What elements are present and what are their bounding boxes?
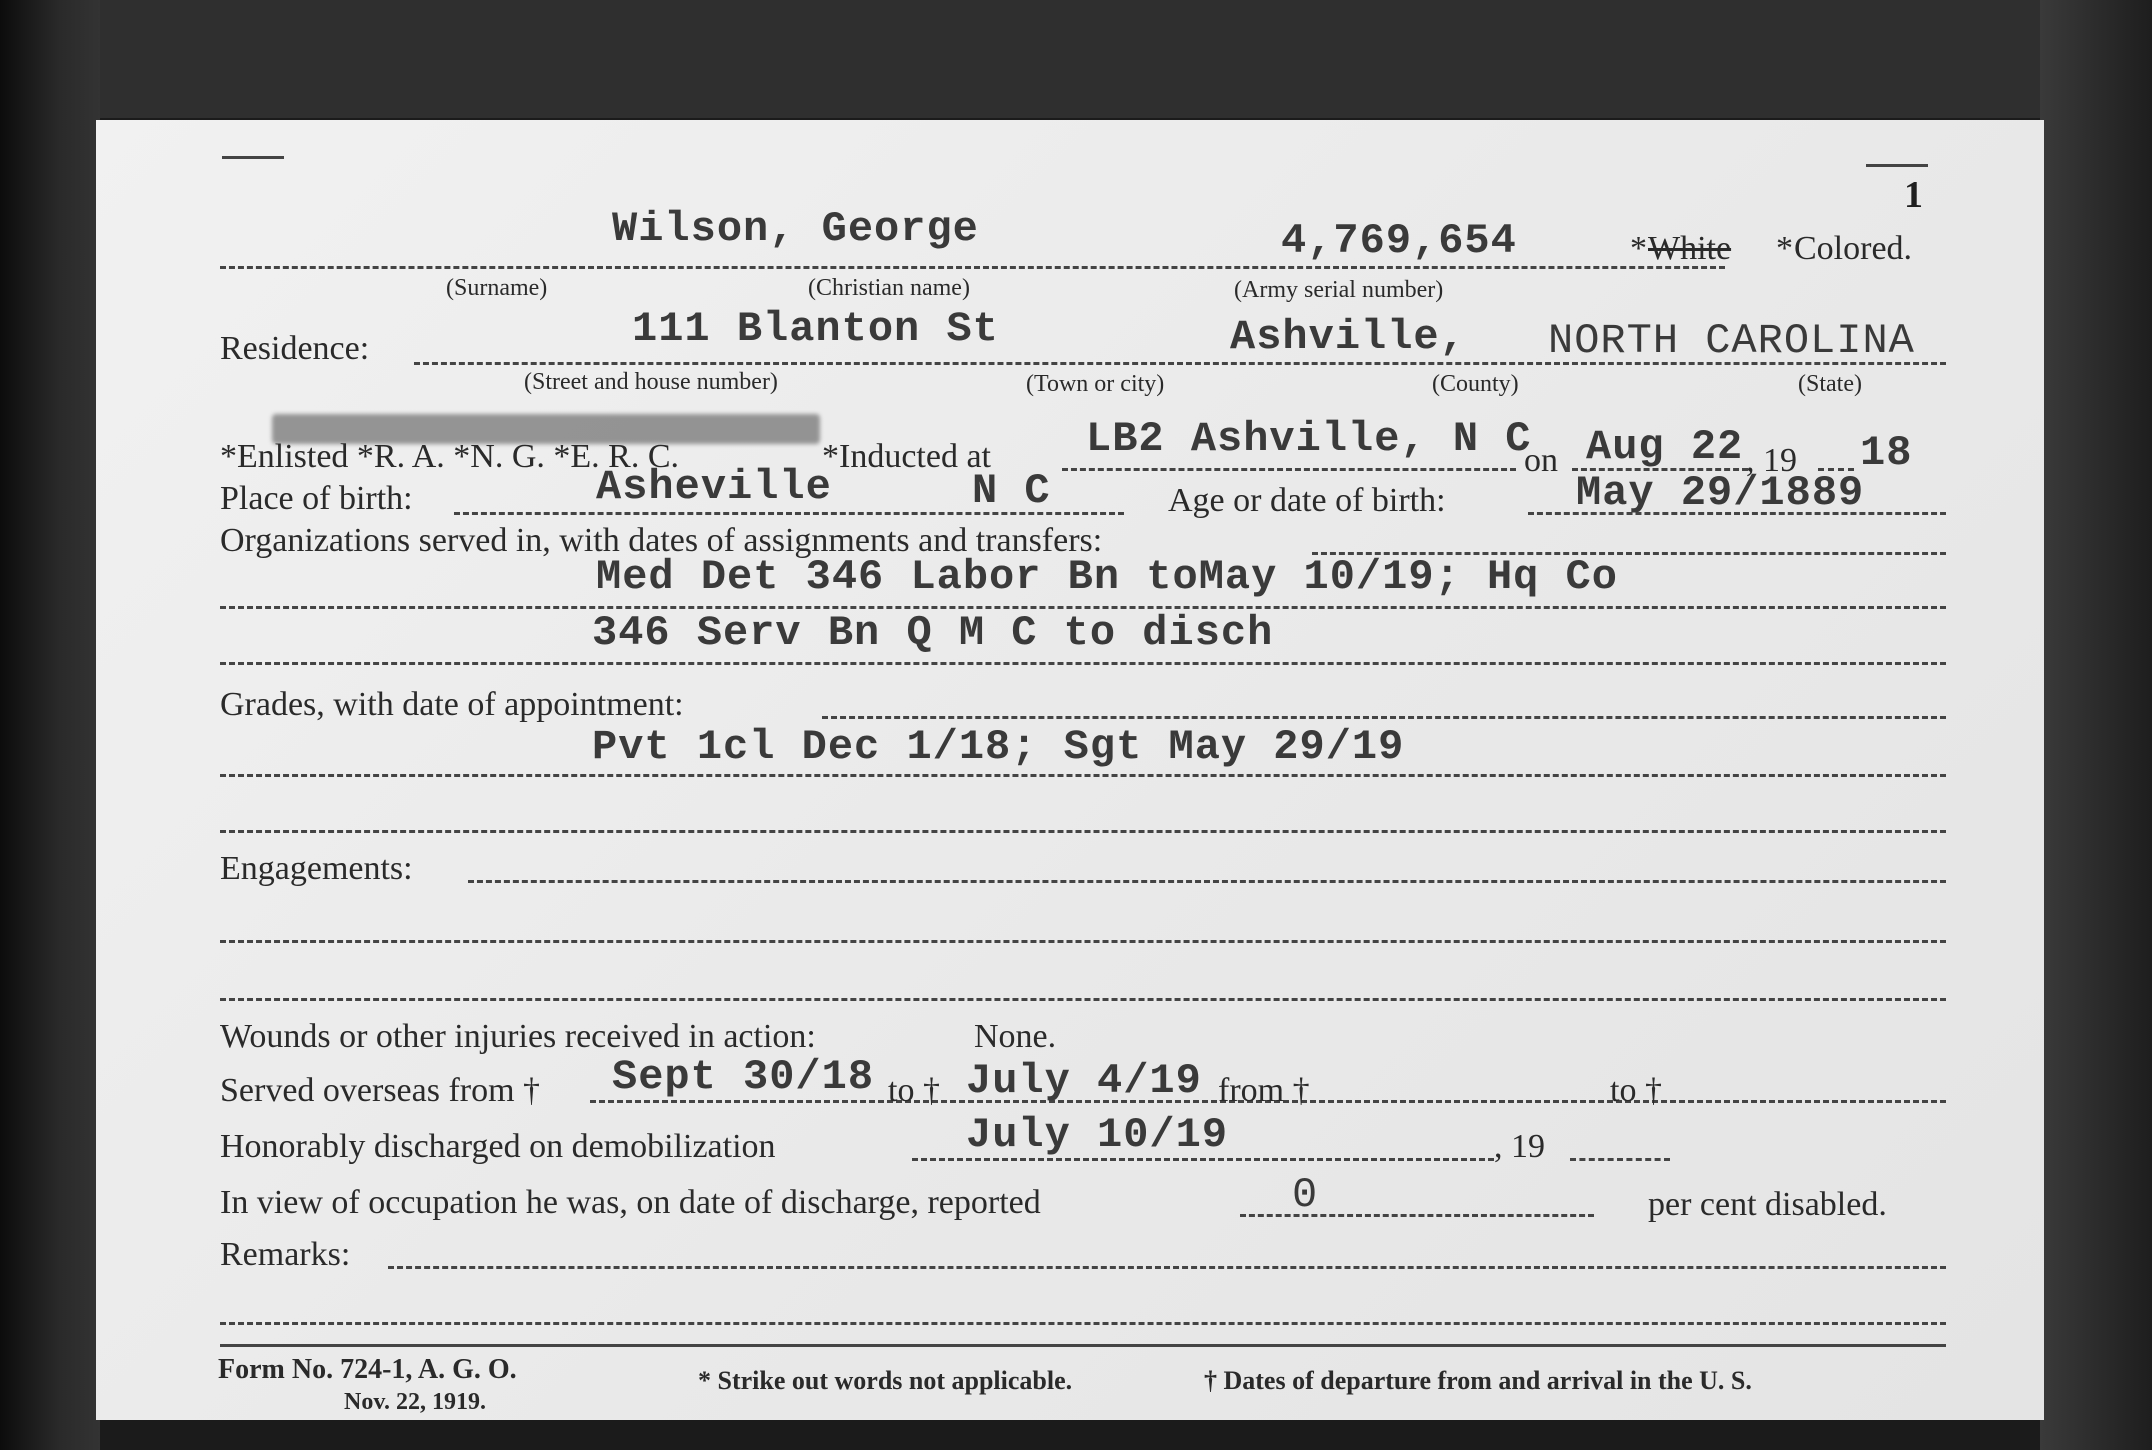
caption-serial: (Army serial number) <box>1234 277 1444 303</box>
army-serial-number: 4,769,654 <box>1281 217 1517 265</box>
overseas-label: Served overseas from † <box>220 1072 541 1109</box>
inducted-at: LB2 Ashville, N C <box>1086 415 1532 463</box>
race-colored: Colored. <box>1794 230 1913 267</box>
caption-county: (County) <box>1432 371 1519 397</box>
remarks-line-0 <box>388 1266 1946 1269</box>
organizations-label: Organizations served in, with dates of assignments and transfers: <box>220 522 1103 559</box>
place-of-birth-label: Place of birth: <box>220 480 413 517</box>
overseas-to2-label: to † <box>1610 1072 1662 1109</box>
disability-value: 0 <box>1292 1171 1319 1219</box>
organizations-line-2: 346 Serv Bn Q M C to disch <box>592 609 1274 657</box>
footer-rule <box>220 1344 1946 1347</box>
discharge-date: July 10/19 <box>966 1111 1229 1159</box>
induction-year: 18 <box>1860 429 1913 477</box>
residence-label: Residence: <box>220 330 370 367</box>
grades-line-1-text: Pvt 1cl Dec 1/18; Sgt May 29/19 <box>592 723 1405 771</box>
caption-state: (State) <box>1798 371 1862 397</box>
card-number: 1 <box>1904 174 1923 216</box>
wounds-label: Wounds or other injuries received in action: <box>220 1018 816 1055</box>
overseas-from-date: Sept 30/18 <box>612 1053 875 1101</box>
birth-state: N C <box>972 467 1051 515</box>
discharge-year-label: , 19 <box>1494 1128 1545 1165</box>
enlistment-options: *Enlisted *R. A. *N. G. *E. R. C. <box>220 438 680 475</box>
footnote-strike: * Strike out words not applicable. <box>698 1366 1073 1395</box>
scan-left-border <box>0 0 100 1450</box>
grades-line-2 <box>220 830 1946 833</box>
form-date: Nov. 22, 1919. <box>344 1389 487 1415</box>
discharge-year-line <box>1570 1158 1670 1161</box>
grades-line-1 <box>220 774 1946 777</box>
surname-christian-name: Wilson, George <box>612 205 979 253</box>
caption-town: (Town or city) <box>1026 371 1165 397</box>
discharge-label: Honorably discharged on demobilization <box>220 1128 776 1165</box>
overseas-from2-label: from † <box>1218 1072 1310 1109</box>
overseas-to-label: to † <box>888 1072 940 1109</box>
engagements-line-2 <box>220 998 1946 1001</box>
residence-street: 111 Blanton St <box>632 305 999 353</box>
inducted-label: *Inducted at <box>822 438 991 475</box>
footnote-dates: † Dates of departure from and arrival in the U. S. <box>1204 1366 1752 1395</box>
age-label: Age or date of birth: <box>1168 482 1446 519</box>
inducted-line <box>1062 468 1516 471</box>
birth-date: May 29/1889 <box>1576 469 1865 517</box>
engagements-line-1 <box>220 940 1946 943</box>
remarks-label: Remarks: <box>220 1236 351 1273</box>
wounds-value: None. <box>974 1018 1057 1055</box>
organizations-line-1: Med Det 346 Labor Bn toMay 10/19; Hq Co <box>596 553 1618 601</box>
caption-christian-name: (Christian name) <box>808 275 970 301</box>
overseas-to-date: July 4/19 <box>966 1057 1202 1105</box>
remarks-line-1 <box>220 1322 1946 1325</box>
residence-town: Ashville, <box>1230 313 1466 361</box>
scan-right-border <box>2040 0 2152 1450</box>
form-number: Form No. 724-1, A. G. O. <box>218 1354 517 1385</box>
corner-mark-right <box>1866 164 1928 167</box>
engagements-label: Engagements: <box>220 850 413 887</box>
service-record-card <box>96 120 2044 1420</box>
disability-label: In view of occupation he was, on date of discharge, reported <box>220 1184 1041 1221</box>
birth-place: Asheville <box>596 463 832 511</box>
year-prefix: , 19 <box>1746 442 1797 479</box>
race-white-struck: White <box>1648 230 1732 267</box>
grades-line-0 <box>822 716 1946 719</box>
induction-date: Aug 22 <box>1586 423 1744 471</box>
engagements-line-0 <box>468 880 1946 883</box>
residence-state: NORTH CAROLINA <box>1548 317 1915 365</box>
caption-surname: (Surname) <box>446 275 548 301</box>
name-line <box>220 266 1725 269</box>
org-line-2 <box>220 662 1946 665</box>
scan-top-border <box>100 0 2040 118</box>
on-label: on <box>1524 442 1558 479</box>
grades-label: Grades, with date of appointment: <box>220 686 684 723</box>
disability-suffix: per cent disabled. <box>1648 1186 1887 1223</box>
race-star-1: * <box>1630 230 1647 267</box>
race-star-2: * <box>1776 230 1793 267</box>
corner-mark-left <box>222 156 284 159</box>
caption-street: (Street and house number) <box>524 369 778 395</box>
